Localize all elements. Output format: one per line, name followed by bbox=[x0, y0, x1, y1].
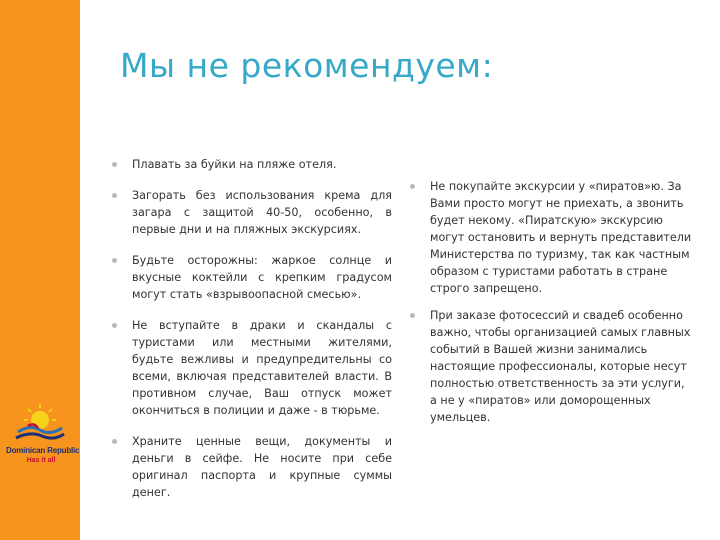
list-item-text: Не покупайте экскурсии у «пиратов»ю. За Вами просто могут не приехать, а звонить будет некому. «Пиратскую» экскурсию могут остановить и вернуть представители Министерства по туризму, так как частным образом с туристами работать в стране строго запрещено. bbox=[430, 180, 692, 295]
list-item-text: При заказе фотосессий и свадеб особенно важно, чтобы организацией самых главных событий в Вашей жизни занимались настоящие профессионалы, которые несут полностью ответственность за эти услуги, а не у «пиратов» или доморощенных умельцев. bbox=[430, 309, 691, 424]
bullet-icon bbox=[112, 162, 117, 167]
bullet-icon bbox=[112, 323, 117, 328]
bullet-icon bbox=[410, 313, 415, 318]
list-item bbox=[112, 156, 392, 173]
bullet-icon bbox=[112, 439, 117, 444]
list-item-text: Не вступайте в драки и скандалы с туристами или местными жителями, будьте вежливы и предупредительны со всеми, включая представителей власти. В противном случае, Ваш отпуск может окончиться в полиции и даже - в тюрьме. bbox=[132, 319, 392, 417]
list-item bbox=[410, 178, 694, 297]
logo-text-slogan: Has it all bbox=[26, 457, 56, 464]
sun-logo-icon bbox=[4, 398, 76, 444]
logo-text-country: Dominican Republic bbox=[6, 446, 80, 455]
list-item-text: Загорать без использования крема для загара с защитой 40-50, особенно, в первые дни и на пляжных экскурсиях. bbox=[132, 189, 392, 236]
right-recommendation-list bbox=[410, 178, 694, 436]
page-title: Мы не рекомендуем: bbox=[120, 46, 494, 85]
bullet-icon bbox=[112, 193, 117, 198]
dominican-republic-logo bbox=[4, 398, 80, 468]
bullet-icon bbox=[410, 184, 415, 189]
bullet-icon bbox=[112, 258, 117, 263]
list-item-text: Будьте осторожны: жаркое солнце и вкусные коктейли с крепким градусом могут стать «взрывоопасной смесью». bbox=[132, 254, 392, 301]
list-item bbox=[112, 252, 392, 303]
list-item bbox=[410, 307, 694, 426]
list-item-text: Храните ценные вещи, документы и деньги в сейфе. Не носите при себе оригинал паспорта и крупные суммы денег. bbox=[132, 435, 392, 499]
list-item bbox=[112, 433, 392, 501]
list-item bbox=[112, 187, 392, 238]
left-recommendation-list bbox=[112, 156, 392, 515]
list-item bbox=[112, 317, 392, 419]
list-item-text: Плавать за буйки на пляже отеля. bbox=[132, 158, 337, 171]
